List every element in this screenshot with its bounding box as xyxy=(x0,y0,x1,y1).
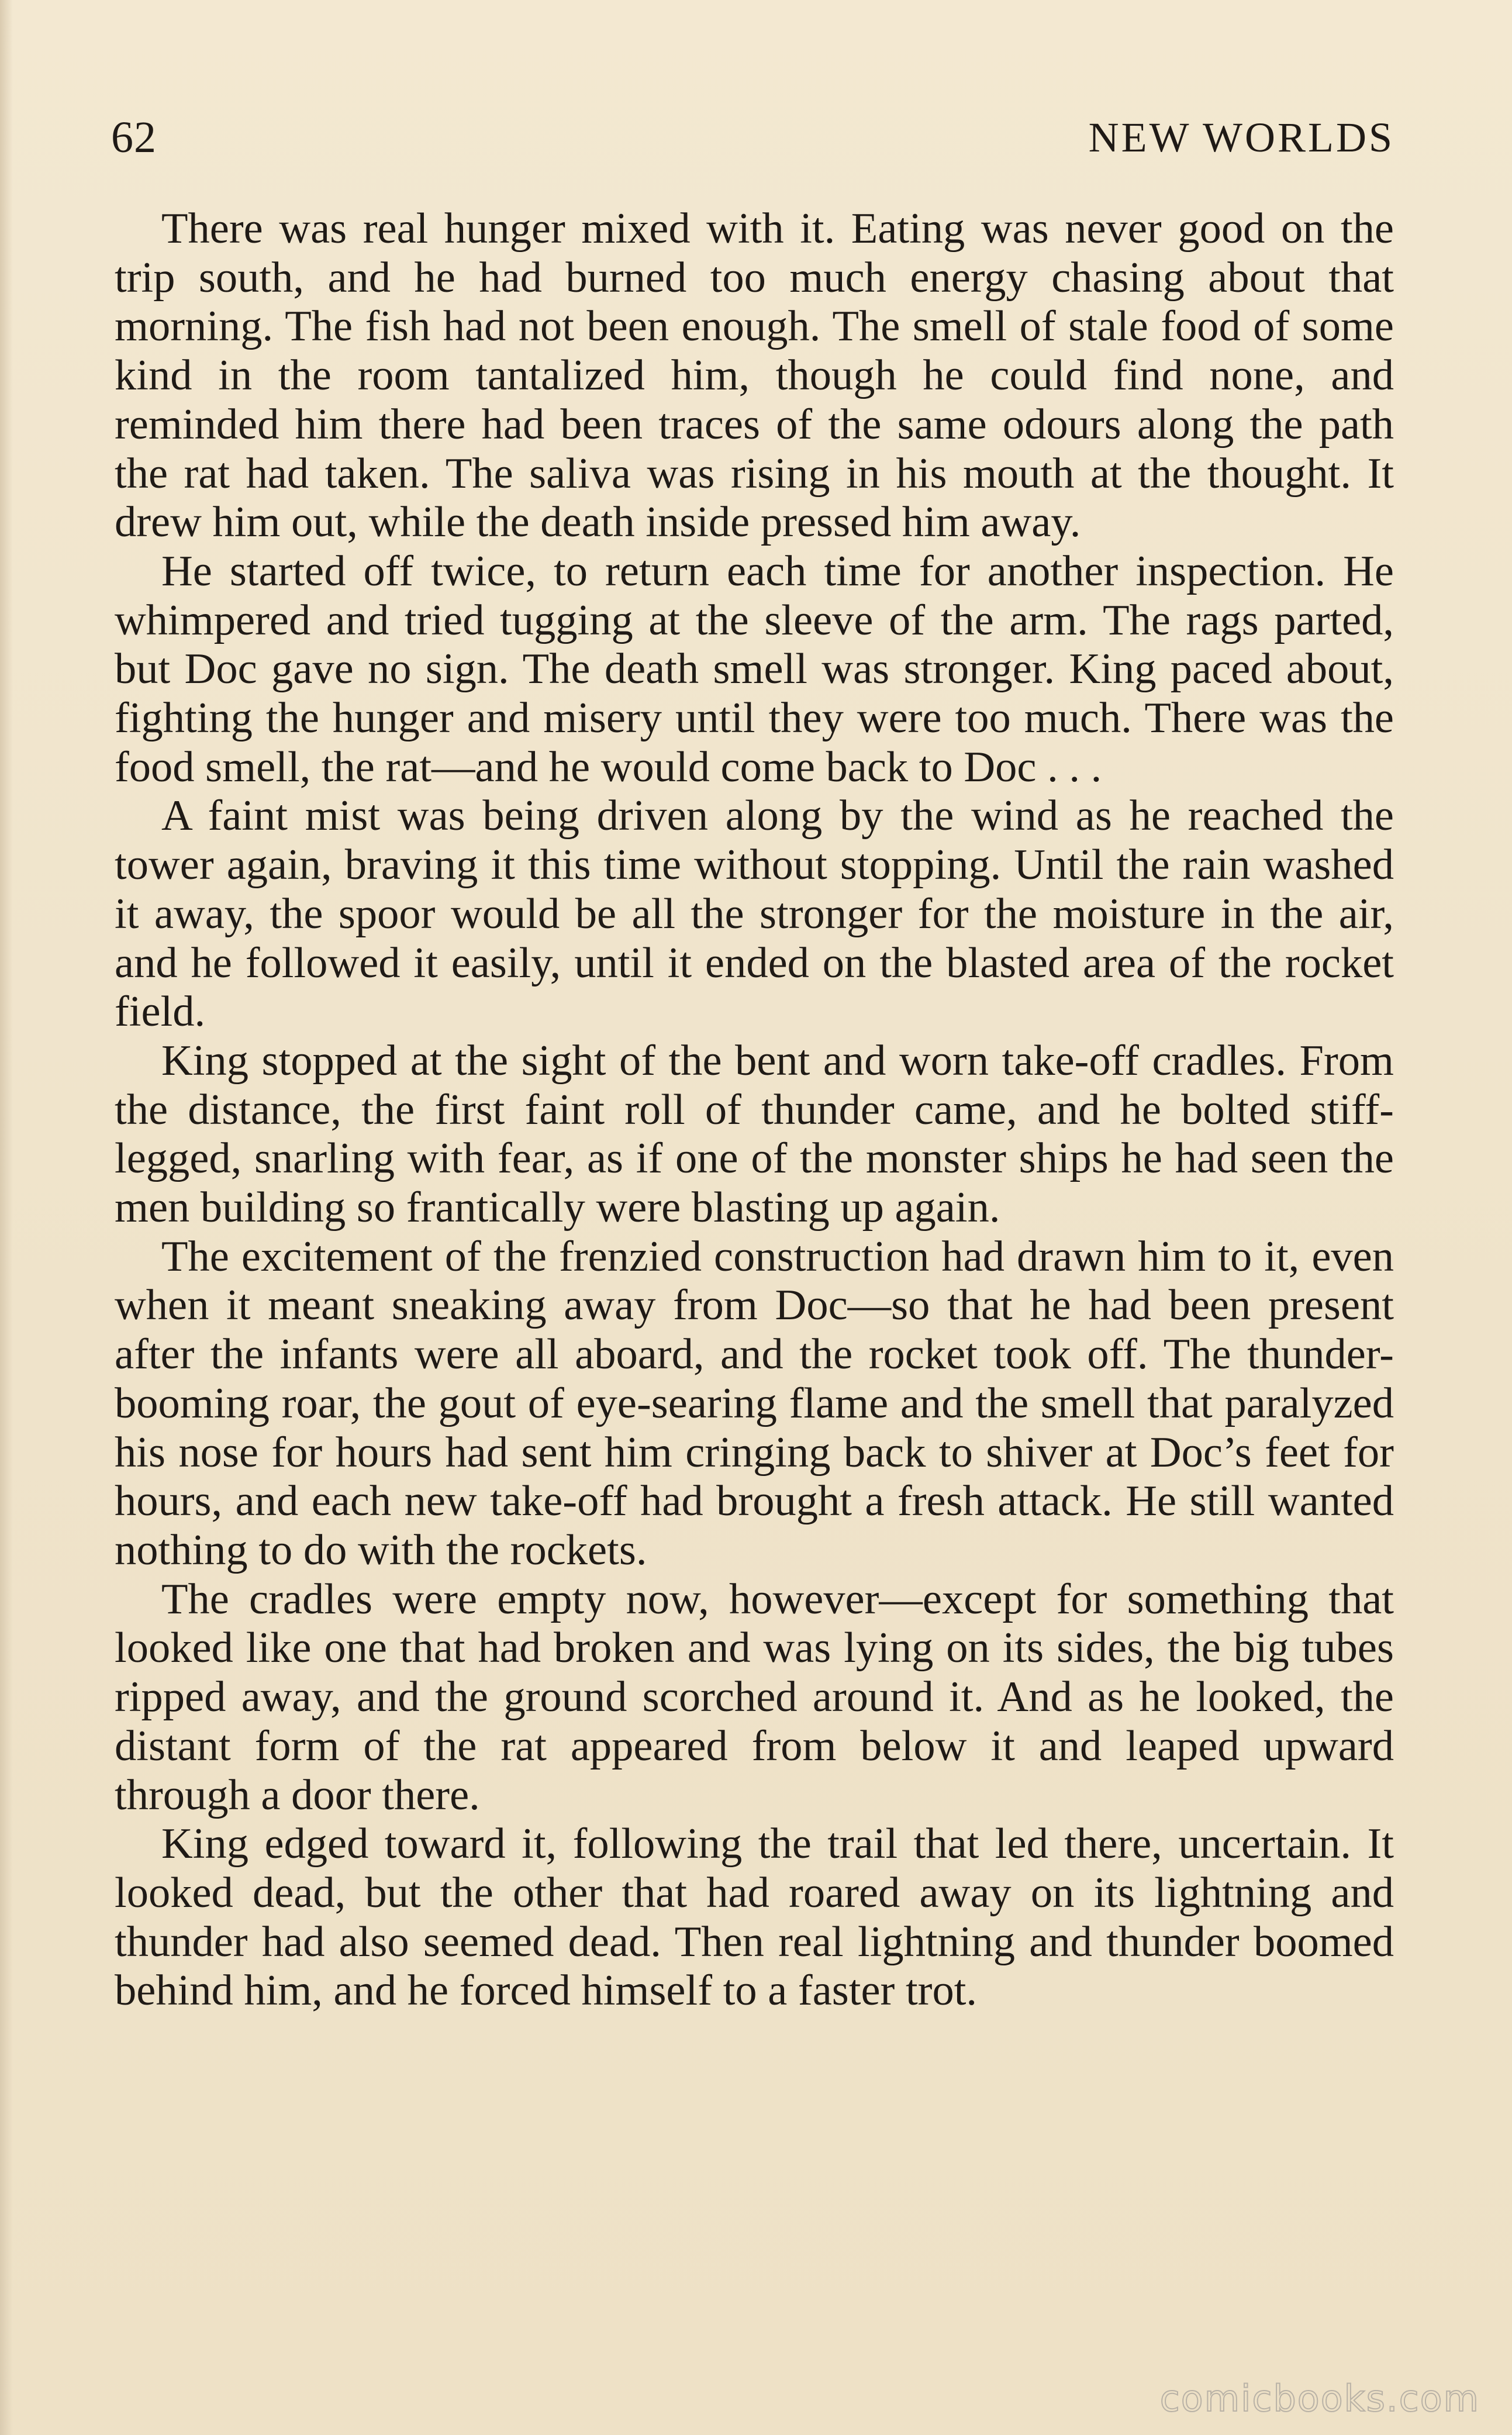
paragraph-3: A faint mist was being driven along by the wind as he reached the tower again, braving it this time without stopping. Until the rain washed it away, the spoor would be all the stronger for the moisture in the air, and he followed it easily, until it ended on the blasted area of the rocket field. xyxy=(115,792,1394,1036)
paragraph-2: He started off twice, to return each time for another inspection. He whimpered and tried tugging at the sleeve of the arm. The rags parted, but Doc gave no sign. The death smell was stronger. King paced about, fighting the hunger and misery until they were too much. There was the food smell, the rat—and he would come back to Doc . . . xyxy=(115,547,1394,791)
paragraph-1: There was real hunger mixed with it. Eating was never good on the trip south, and he had burned too much energy chasing about that morning. The fish had not been enough. The smell of stale food of some kind in the room tantalized him, though he could find none, and reminded him there had been traces of the same odours along the path the rat had taken. The saliva was rising in his mouth at the thought. It drew him out, while the death inside pressed him away. xyxy=(115,205,1394,547)
paragraph-7: King edged toward it, following the trail that led there, uncertain. It looked dead, but the other that had roared away on its lightning and thunder had also seemed dead. Then real lightning and thunder boomed behind him, and he forced himself to a faster trot. xyxy=(115,1820,1394,2015)
paragraph-6: The cradles were empty now, however—except for something that looked like one that had broken and was lying on its sides, the big tubes ripped away, and the ground scorched around it. And as he looked, the distant form of the rat appeared from below it and leaped upward through a door there. xyxy=(115,1575,1394,1819)
site-watermark: comicbooks.com xyxy=(1159,2377,1480,2420)
page-edge-shadow xyxy=(0,0,13,2435)
journal-title: NEW WORLDS xyxy=(1088,114,1394,161)
paragraph-4: King stopped at the sight of the bent and worn take-off cradles. From the distance, the first faint roll of thunder came, and he bolted stiff-legged, snarling with fear, as if one of the monster ships he had seen the men building so frantically were blasting up again. xyxy=(115,1036,1394,1232)
paragraph-5: The excitement of the frenzied construction had drawn him to it, even when it meant sneaking away from Doc—so that he had been present after the infants were all aboard, and the rocket took off. The thunder-booming roar, the gout of eye-searing flame and the smell that paralyzed his nose for hours had sent him cringing back to shiver at Doc’s feet for hours, and each new take-off had brought a fresh attack. He still wanted nothing to do with the rockets. xyxy=(115,1232,1394,1574)
running-head xyxy=(111,111,1394,164)
page-number: 62 xyxy=(111,113,157,162)
story-text xyxy=(115,205,1394,2016)
